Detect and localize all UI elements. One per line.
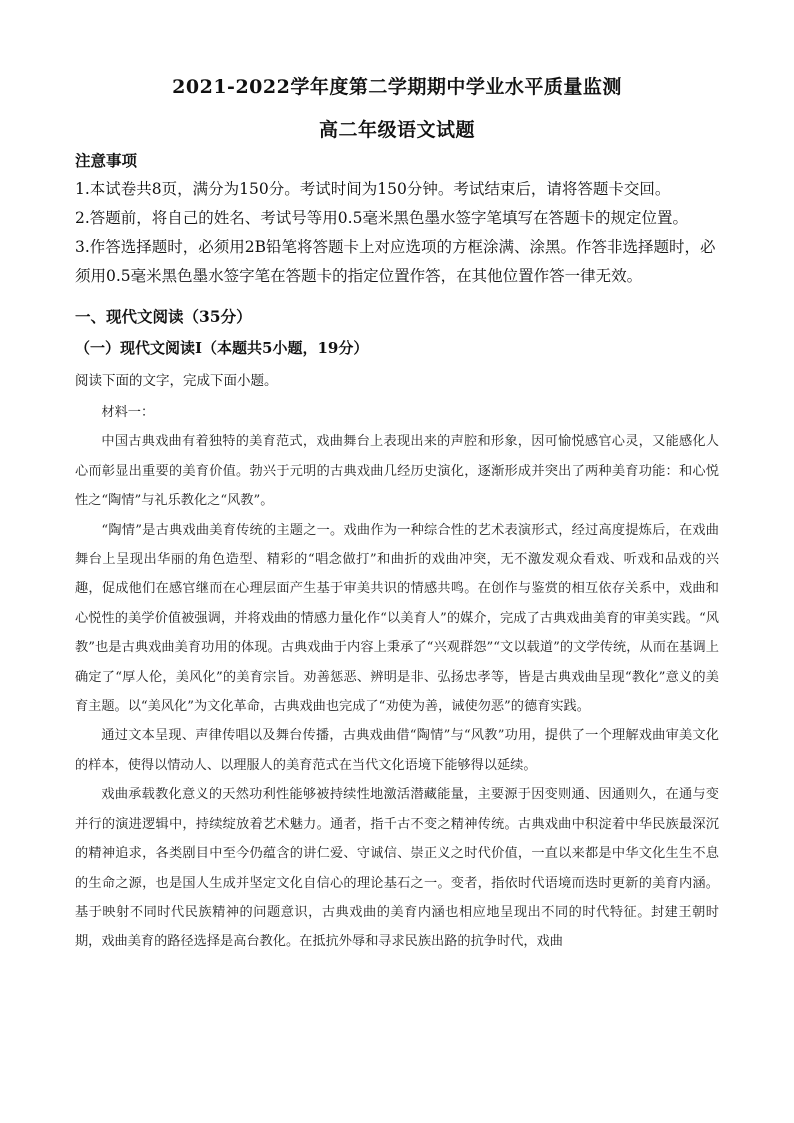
article-paragraph: “陶情”是古典戏曲美育传统的主题之一。戏曲作为一种综合性的艺术表演形式，经过高度提炼后，在戏曲舞台上呈现出华丽的角色造型、精彩的“唱念做打”和曲折的戏曲冲突，无不激发观众看戏、听戏和品戏的兴趣，促成他们在感官继而在心理层面产生基于审美共识的情感共鸣。在创作与鉴赏的相互依存关系中，戏曲和心悦性的美学价值被强调，并将戏曲的情感力量化作“以美育人”的媒介，完成了古典戏曲美育的审美实践。“风教”也是古典戏曲美育功用的体现。古典戏曲于内容上秉承了“兴观群怨”“文以载道”的文学传统，从而在基调上确定了“厚人伦，美风化”的美育宗旨。劝善惩恶、辨明是非、弘扬忠孝等，皆是古典戏曲呈现“教化”意义的美育主题。以“美风化”为文化革命，古典戏曲也完成了“劝使为善，诫使勿恶”的德育实践。 <box>75 522 719 715</box>
exam-title: 2021-2022学年度第二学期期中学业水平质量监测 <box>172 76 622 98</box>
exam-subtitle: 高二年级语文试题 <box>318 119 475 141</box>
notice-item: 1.本试卷共8页，满分为150分。考试时间为150分钟。考试结束后，请将答题卡交回。 <box>75 180 671 198</box>
article-body <box>75 398 719 957</box>
notice-heading: 注意事项 <box>75 151 138 170</box>
section-title: 一、现代文阅读（35分） <box>75 307 252 326</box>
material-label: 材料一： <box>101 405 155 420</box>
reading-instruction: 阅读下面的文字，完成下面小题。 <box>75 373 278 389</box>
subsection-title: （一）现代文阅读Ⅰ（本题共5小题，19分） <box>75 339 369 357</box>
article-paragraph: 戏曲承载教化意义的天然功利性能够被持续性地激活潜藏能量，主要源于因变则通、因通则久，在通与变并行的演进逻辑中，持续绽放着艺术魅力。通者，指千古不变之精神传统。古典戏曲中积淀着中华民族最深沉的精神追求，各类剧目中至今仍蕴含的讲仁爱、守诚信、崇正义之时代价值，一直以来都是中华文化生生不息的生命之源，也是国人生成并坚定文化自信心的理论基石之一。变者，指依时代语境而迭时更新的美育内涵。基于映射不同时代民族精神的问题意识，古典戏曲的美育内涵也相应地呈现出不同的时代特征。封建王朝时期，戏曲美育的路径选择是高台教化。在抵抗外辱和寻求民族出路的抗争时代，戏曲 <box>75 787 719 950</box>
article-paragraph: 中国古典戏曲有着独特的美育范式，戏曲舞台上表现出来的声腔和形象，因可愉悦感官心灵，又能感化人心而彰显出重要的美育价值。勃兴于元明的古典戏曲几经历史演化，逐渐形成并突出了两种美育功能：和心悦性之“陶情”与礼乐教化之“风教”。 <box>75 434 719 509</box>
article-paragraph: 通过文本呈现、声律传唱以及舞台传播，古典戏曲借“陶情”与“风教”功用，提供了一个理解戏曲审美文化的样本，使得以情动人、以理服人的美育范式在当代文化语境下能够得以延续。 <box>75 728 719 773</box>
notice-section <box>75 146 725 291</box>
notice-item: 3.作答选择题时，必须用2B铅笔将答题卡上对应选项的方框涂满、涂黑。作答非选择题时，必须用0.5毫米黑色墨水签字笔在答题卡的指定位置作答，在其他位置作答一律无效。 <box>75 238 716 285</box>
notice-item: 2.答题前，将自己的姓名、考试号等用0.5毫米黑色墨水签字笔填写在答题卡的规定位置。 <box>75 209 688 227</box>
